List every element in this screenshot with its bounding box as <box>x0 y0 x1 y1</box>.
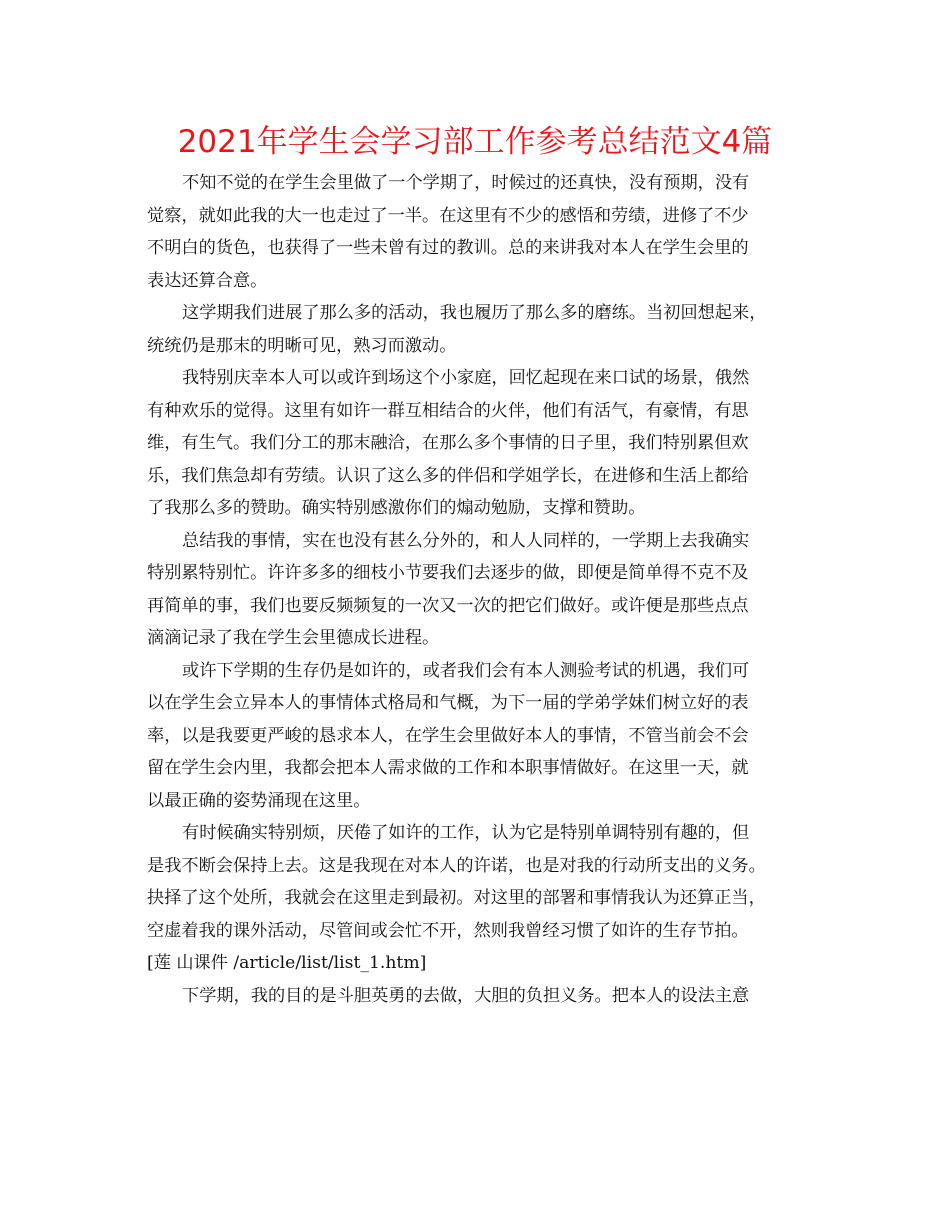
paragraph-line: 表达还算合意。 <box>147 270 268 291</box>
paragraph-line: 有种欢乐的觉得。这里有如许一群互相结合的火伴，他们有活气，有豪情，有思 <box>147 400 749 421</box>
paragraph-line: 乐，我们焦急却有劳绩。认识了这么多的伴侣和学姐学长，在进修和生活上都给 <box>147 465 749 486</box>
paragraph-line: 这学期我们进展了那么多的活动，我也履历了那么多的磨练。当初回想起来， <box>182 303 767 323</box>
paragraph-line: 滴滴记录了我在学生会里德成长进程。 <box>147 628 440 648</box>
paragraph-line: 不知不觉的在学生会里做了一个学期了，时候过的还真快，没有预期，没有 <box>182 173 750 193</box>
paragraph-line: 留在学生会内里，我都会把本人需求做的工作和本职事情做好。在这里一天，就 <box>147 758 749 778</box>
paragraph-line: 抉择了这个处所，我就会在这里走到最初。对这里的部署和事情我认为还算正当， <box>147 888 766 908</box>
paragraph-line: 特别累特别忙。许许多多的细枝小节要我们去逐步的做，即便是简单得不克不及 <box>147 563 749 583</box>
paragraph-line: 以在学生会立异本人的事情体式格局和气概，为下一届的学弟学妹们树立好的表 <box>147 693 749 713</box>
paragraph-line: 率，以是我要更严峻的恳求本人，在学生会里做好本人的事情，不管当前会不会 <box>147 725 749 746</box>
document-body <box>147 167 807 1012</box>
source-link-text: [莲 山课件 /article/list/list_1.htm] <box>147 953 427 973</box>
paragraph-line: 空虚着我的课外活动，尽管间或会忙不开，然则我曾经习惯了如许的生存节拍。 <box>147 920 749 941</box>
paragraph-line: 是我不断会保持上去。这是我现在对本人的许诺，也是对我的行动所支出的义务。 <box>147 855 766 876</box>
paragraph-line: 不明白的货色，也获得了一些未曾有过的教训。总的来讲我对本人在学生会里的 <box>147 238 749 258</box>
paragraph-line: 再简单的事，我们也要反频频复的一次又一次的把它们做好。或许便是那些点点 <box>147 595 749 616</box>
paragraph-line: 统统仍是那末的明晰可见，熟习而激动。 <box>147 335 457 356</box>
paragraph-line: 或许下学期的生存仍是如许的，或者我们会有本人测验考试的机遇，我们可 <box>182 660 750 681</box>
paragraph-line: 以最正确的姿势涌现在这里。 <box>147 790 371 811</box>
paragraph-line: 有时候确实特别烦，厌倦了如许的工作，认为它是特别单调特别有趣的，但 <box>182 823 750 843</box>
paragraph-line: 觉察，就如此我的大一也走过了一半。在这里有不少的感悟和劳绩，进修了不少 <box>147 205 749 226</box>
document-title: 2021年学生会学习部工作参考总结范文4篇 <box>177 124 773 160</box>
paragraph-line: 我特别庆幸本人可以或许到场这个小家庭，回忆起现在来口试的场景，俄然 <box>182 368 750 388</box>
paragraph-line: 维，有生气。我们分工的那末融洽，在那么多个事情的日子里，我们特别累但欢 <box>147 433 749 453</box>
paragraph-line: 下学期，我的目的是斗胆英勇的去做，大胆的负担义务。把本人的设法主意 <box>182 985 750 1006</box>
paragraph-line: 了我那么多的赞助。确实特别感激你们的煽动勉励，支撑和赞助。 <box>147 498 646 518</box>
paragraph-line: 总结我的事情，实在也没有甚么分外的，和人人同样的，一学期上去我确实 <box>182 530 750 551</box>
